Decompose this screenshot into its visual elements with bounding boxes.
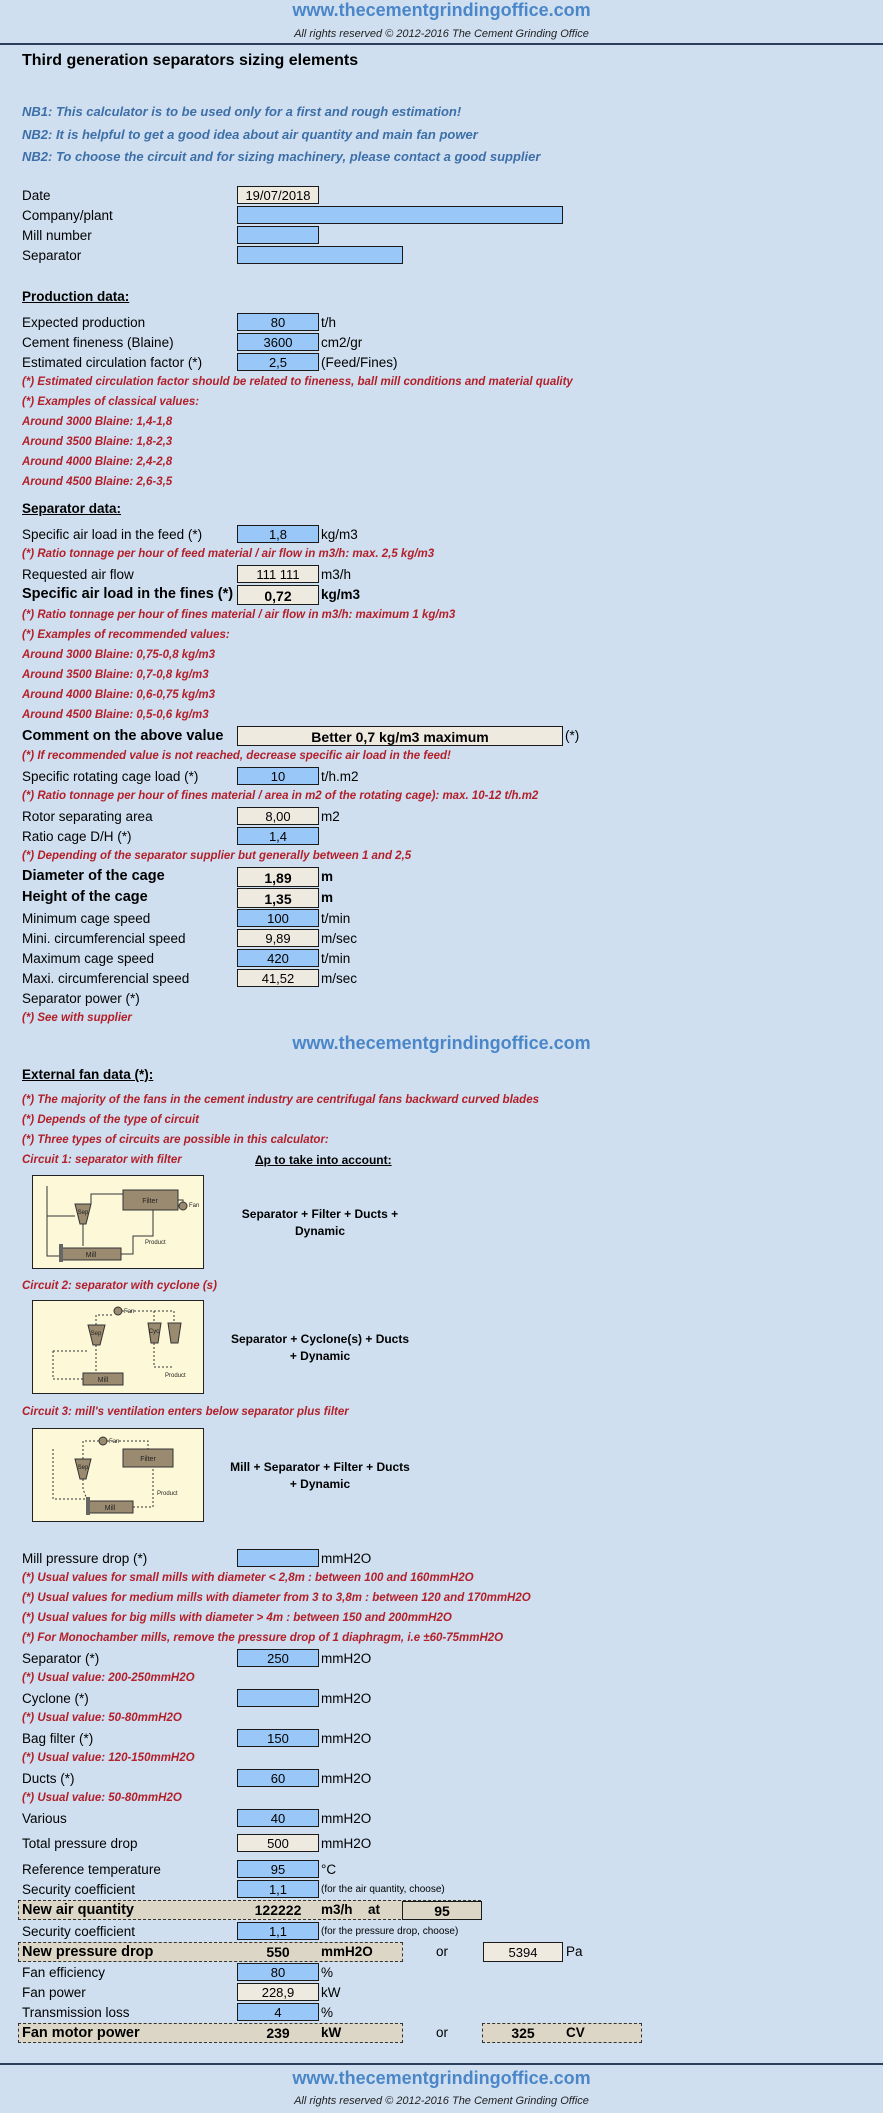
air-flow-unit: m3/h [321, 567, 352, 582]
production-note-6: Around 4500 Blaine: 2,6-3,5 [22, 476, 173, 488]
motor-power-unit: kW [321, 2025, 342, 2040]
company-label: Company/plant [22, 208, 113, 223]
c2-sep-text: Sep [90, 1331, 102, 1337]
max-cage-speed-field[interactable]: 420 [237, 949, 319, 967]
circuit-3-label: Circuit 3: mill's ventilation enters below separator plus filter [22, 1406, 349, 1418]
cage-height-value: 1,35 [237, 888, 319, 908]
motor-power-or: or [436, 2025, 449, 2040]
mill-pd-field[interactable] [237, 1549, 319, 1567]
motor-cv-value: 325 [511, 2025, 535, 2041]
mill-pd-note-3: (*) Usual values for big mills with diameter > 4m : between 150 and 200mmH2O [22, 1612, 452, 1624]
security-coef-1-note: (for the air quantity, choose) [321, 1884, 445, 1895]
fines-note-4: Around 3500 Blaine: 0,7-0,8 kg/m3 [22, 669, 209, 681]
date-field[interactable]: 19/07/2018 [237, 186, 319, 204]
various-pd-unit: mmH2O [321, 1811, 372, 1826]
various-pd-field[interactable]: 40 [237, 1809, 319, 1827]
mill-number-label: Mill number [22, 228, 92, 243]
dp-label: Δp to take into account: [255, 1153, 392, 1167]
motor-power-value: 239 [266, 2025, 290, 2041]
new-pd-label: New pressure drop [22, 1944, 154, 1960]
security-coef-1-label: Security coefficient [22, 1882, 136, 1897]
c2-fan-text: Fan [124, 1309, 135, 1315]
cage-height-label: Height of the cage [22, 889, 148, 905]
circuit-3-diagram [32, 1428, 204, 1522]
c2-mill-text: Mill [97, 1377, 109, 1384]
circulation-field[interactable]: 2,5 [237, 353, 319, 371]
sep-pd-note: (*) Usual value: 200-250mmH2O [22, 1672, 195, 1684]
air-flow-value: 111 111 [237, 565, 319, 583]
expected-production-field[interactable]: 80 [237, 313, 319, 331]
separator-heading: Separator data: [22, 501, 122, 516]
fines-note-6: Around 4500 Blaine: 0,5-0,6 kg/m3 [22, 709, 209, 721]
bag-pd-note: (*) Usual value: 120-150mmH2O [22, 1752, 195, 1764]
header-rights: All rights reserved © 2012-2016 The Cement Grinding Office [294, 28, 589, 40]
max-cage-speed-label: Maximum cage speed [22, 951, 155, 966]
production-note-1: (*) Estimated circulation factor should be related to fineness, ball mill conditions and material quality [22, 376, 573, 388]
ducts-pd-note: (*) Usual value: 50-80mmH2O [22, 1792, 182, 1804]
fan-note-2: (*) Depends of the type of circuit [22, 1114, 199, 1126]
c2-cyc-text: Cyc [148, 1329, 160, 1335]
production-note-4: Around 3500 Blaine: 1,8-2,3 [22, 436, 173, 448]
mill-pd-note-4: (*) For Monochamber mills, remove the pressure drop of 1 diaphragm, i.e ±60-75mmH2O [22, 1632, 504, 1644]
air-load-fines-label: Specific air load in the fines (*) [22, 586, 234, 602]
mill-pd-label: Mill pressure drop (*) [22, 1551, 148, 1566]
footer-url[interactable]: www.thecementgrindingoffice.com [292, 2068, 591, 2088]
comment-value: Better 0,7 kg/m3 maximum [237, 726, 563, 746]
air-quantity-value: 122222 [254, 1902, 302, 1918]
rotor-area-value: 8,00 [237, 807, 319, 825]
expected-production-unit: t/h [321, 315, 337, 330]
footer-rights: All rights reserved © 2012-2016 The Cement Grinding Office [294, 2095, 589, 2107]
rotor-area-label: Rotor separating area [22, 809, 153, 824]
air-quantity-temp: 95 [402, 1901, 482, 1920]
separator-power-note: (*) See with supplier [22, 1012, 132, 1024]
fan-power-value: 228,9 [237, 1983, 319, 2001]
sep-pd-unit: mmH2O [321, 1651, 372, 1666]
cyclone-pd-unit: mmH2O [321, 1691, 372, 1706]
sep-pd-label: Separator (*) [22, 1651, 100, 1666]
sep-pd-field[interactable]: 250 [237, 1649, 319, 1667]
comment-label: Comment on the above value [22, 728, 224, 744]
transmission-loss-label: Transmission loss [22, 2005, 130, 2020]
motor-power-label: Fan motor power [22, 2025, 140, 2041]
c3-fan-text: Fan [109, 1439, 120, 1445]
circuit-1-svg [33, 1176, 203, 1268]
circuit-2-svg [33, 1301, 203, 1393]
security-coef-2-note: (for the pressure drop, choose) [321, 1926, 459, 1937]
ducts-pd-unit: mmH2O [321, 1771, 372, 1786]
max-circ-speed-label: Maxi. circumferencial speed [22, 971, 190, 986]
circulation-unit: (Feed/Fines) [321, 355, 398, 370]
min-cage-speed-label: Minimum cage speed [22, 911, 151, 926]
header-url[interactable]: www.thecementgrindingoffice.com [292, 0, 591, 20]
c1-fan-text: Fan [189, 1203, 200, 1209]
air-load-feed-label: Specific air load in the feed (*) [22, 527, 203, 542]
cage-height-unit: m [321, 890, 334, 905]
note-nb2a: NB2: It is helpful to get a good idea about air quantity and main fan power [22, 127, 478, 142]
cage-dh-note: (*) Depending of the separator supplier but generally between 1 and 2,5 [22, 850, 412, 862]
c1-mill-text: Mill [85, 1252, 97, 1259]
cage-load-label: Specific rotating cage load (*) [22, 769, 199, 784]
circuit-3-desc: Mill + Separator + Filter + Ducts + Dynamic [230, 1460, 410, 1491]
cage-load-field[interactable]: 10 [237, 767, 319, 785]
total-pd-unit: mmH2O [321, 1836, 372, 1851]
transmission-loss-field[interactable]: 4 [237, 2003, 319, 2021]
c3-product-text: Product [157, 1491, 178, 1497]
rotor-area-unit: m2 [321, 809, 340, 824]
mill-pd-unit: mmH2O [321, 1551, 372, 1566]
fines-note-2: (*) Examples of recommended values: [22, 629, 230, 641]
mid-url[interactable]: www.thecementgrindingoffice.com [292, 1033, 591, 1053]
production-heading: Production data: [22, 289, 130, 304]
c3-mill-text: Mill [104, 1505, 116, 1512]
mill-number-field[interactable] [237, 226, 319, 244]
security-coef-1-field[interactable]: 1,1 [237, 1880, 319, 1898]
fines-note-5: Around 4000 Blaine: 0,6-0,75 kg/m3 [22, 689, 216, 701]
separator-power-label: Separator power (*) [22, 991, 140, 1006]
ducts-pd-field[interactable]: 60 [237, 1769, 319, 1787]
circulation-label: Estimated circulation factor (*) [22, 355, 203, 370]
comment-unit: (*) [565, 728, 580, 743]
production-note-3: Around 3000 Blaine: 1,4-1,8 [22, 416, 173, 428]
production-note-5: Around 4000 Blaine: 2,4-2,8 [22, 456, 173, 468]
bag-pd-label: Bag filter (*) [22, 1731, 94, 1746]
circuit-1-diagram [32, 1175, 204, 1269]
air-load-fines-value: 0,72 [237, 585, 319, 605]
air-quantity-label: New air quantity [22, 1902, 134, 1918]
min-circ-speed-value: 9,89 [237, 929, 319, 947]
c3-sep-text: Sep [77, 1465, 89, 1471]
bag-pd-unit: mmH2O [321, 1731, 372, 1746]
air-quantity-at: at [368, 1902, 381, 1917]
fan-power-unit: kW [321, 1985, 341, 2000]
security-coef-2-label: Security coefficient [22, 1924, 136, 1939]
cage-load-note: (*) Ratio tonnage per hour of fines material / area in m2 of the rotating cage): max. 10-12 t/h.m2 [22, 790, 539, 802]
cyclone-pd-note: (*) Usual value: 50-80mmH2O [22, 1712, 182, 1724]
fan-efficiency-field[interactable]: 80 [237, 1963, 319, 1981]
total-pd-value: 500 [237, 1834, 319, 1852]
c1-product-text: Product [145, 1240, 166, 1246]
fines-note-3: Around 3000 Blaine: 0,75-0,8 kg/m3 [22, 649, 216, 661]
page-title: Third generation separators sizing elements [22, 52, 359, 69]
bag-pd-field[interactable]: 150 [237, 1729, 319, 1747]
security-coef-2-field[interactable]: 1,1 [237, 1922, 319, 1940]
air-load-feed-field[interactable]: 1,8 [237, 525, 319, 543]
c1-filter-text: Filter [142, 1198, 158, 1205]
c3-filter-text: Filter [140, 1456, 156, 1463]
footer-divider [0, 2063, 883, 2065]
company-field[interactable] [237, 206, 563, 224]
mill-pd-note-1: (*) Usual values for small mills with diameter < 2,8m : between 100 and 160mmH2O [22, 1572, 474, 1584]
c2-product-text: Product [165, 1373, 186, 1379]
air-flow-label: Requested air flow [22, 567, 134, 582]
min-circ-speed-label: Mini. circumferencial speed [22, 931, 186, 946]
min-cage-speed-field[interactable]: 100 [237, 909, 319, 927]
fan-efficiency-unit: % [321, 1965, 334, 1980]
air-load-feed-note: (*) Ratio tonnage per hour of feed material / air flow in m3/h: max. 2,5 kg/m3 [22, 548, 435, 560]
various-pd-label: Various [22, 1811, 67, 1826]
circuit-1-desc: Separator + Filter + Ducts + Dynamic [241, 1207, 399, 1238]
cyclone-pd-label: Cyclone (*) [22, 1691, 89, 1706]
blaine-label: Cement fineness (Blaine) [22, 335, 174, 350]
min-cage-speed-unit: t/min [321, 911, 351, 926]
separator-name-label: Separator [22, 248, 82, 263]
note-nb2b: NB2: To choose the circuit and for sizing machinery, please contact a good supplier [22, 149, 541, 164]
c1-sep-text: Sep [77, 1210, 89, 1216]
header-divider [0, 43, 883, 45]
cage-dh-field[interactable]: 1,4 [237, 827, 319, 845]
new-pd-value: 550 [266, 1944, 290, 1960]
fan-efficiency-label: Fan efficiency [22, 1965, 106, 1980]
cyclone-pd-field[interactable] [237, 1689, 319, 1707]
transmission-loss-unit: % [321, 2005, 334, 2020]
new-pd-or: or [436, 1944, 449, 1959]
new-pd-unit: mmH2O [321, 1944, 373, 1959]
cage-diameter-value: 1,89 [237, 867, 319, 887]
cage-diameter-label: Diameter of the cage [22, 868, 165, 884]
new-pd-pa-unit: Pa [566, 1944, 583, 1959]
new-pd-pa-value: 5394 [483, 1942, 563, 1962]
fan-heading: External fan data (*): [22, 1067, 154, 1082]
max-circ-speed-unit: m/sec [321, 971, 358, 986]
ducts-pd-label: Ducts (*) [22, 1771, 75, 1786]
circuit-2-desc: Separator + Cyclone(s) + Ducts + Dynamic [230, 1332, 410, 1363]
fan-note-3: (*) Three types of circuits are possible in this calculator: [22, 1134, 329, 1146]
ref-temp-label: Reference temperature [22, 1862, 161, 1877]
total-pd-label: Total pressure drop [22, 1836, 138, 1851]
cage-diameter-unit: m [321, 869, 334, 884]
max-circ-speed-value: 41,52 [237, 969, 319, 987]
blaine-unit: cm2/gr [321, 335, 363, 350]
production-note-2: (*) Examples of classical values: [22, 396, 200, 408]
comment-note: (*) If recommended value is not reached, decrease specific air load in the feed! [22, 750, 451, 762]
expected-production-label: Expected production [22, 315, 146, 330]
cage-dh-label: Ratio cage D/H (*) [22, 829, 132, 844]
air-load-fines-unit: kg/m3 [321, 587, 361, 602]
fan-note-1: (*) The majority of the fans in the cement industry are centrifugal fans backward curved blades [22, 1094, 539, 1106]
circuit-3-svg [33, 1429, 203, 1521]
ref-temp-field[interactable]: 95 [237, 1860, 319, 1878]
max-cage-speed-unit: t/min [321, 951, 351, 966]
separator-name-field[interactable] [237, 246, 403, 264]
blaine-field[interactable]: 3600 [237, 333, 319, 351]
air-quantity-unit: m3/h [321, 1902, 353, 1917]
fan-power-label: Fan power [22, 1985, 86, 2000]
ref-temp-unit: °C [321, 1862, 337, 1877]
date-label: Date [22, 188, 51, 203]
cage-load-unit: t/h.m2 [321, 769, 359, 784]
mill-pd-note-2: (*) Usual values for medium mills with diameter from 3 to 3,8m : between 120 and 170mmH2O [22, 1592, 531, 1604]
circuit-2-diagram [32, 1300, 204, 1394]
fines-note-1: (*) Ratio tonnage per hour of fines material / air flow in m3/h: maximum 1 kg/m3 [22, 609, 456, 621]
circuit-2-label: Circuit 2: separator with cyclone (s) [22, 1280, 217, 1292]
min-circ-speed-unit: m/sec [321, 931, 358, 946]
motor-cv-unit: CV [566, 2025, 585, 2040]
air-load-feed-unit: kg/m3 [321, 527, 358, 542]
circuit-1-label: Circuit 1: separator with filter [22, 1154, 182, 1166]
note-nb1: NB1: This calculator is to be used only for a first and rough estimation! [22, 104, 462, 119]
